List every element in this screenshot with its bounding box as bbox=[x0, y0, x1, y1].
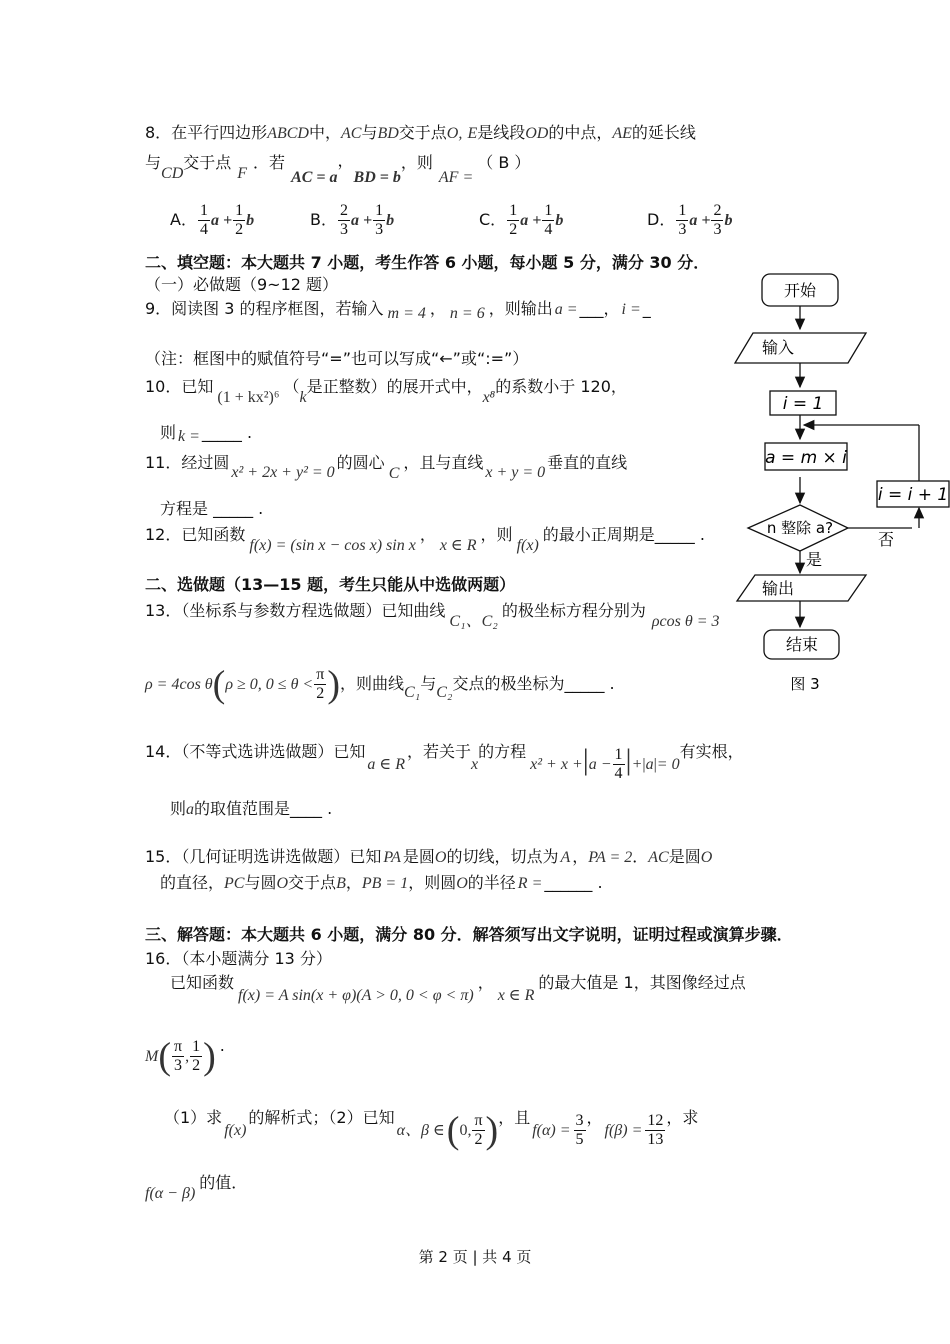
q11-line2: 方程是 _____ . bbox=[160, 499, 264, 518]
q8-option-b: B． $\frac{2}{3}$ a + $\frac{1}{3}$ b bbox=[310, 202, 395, 238]
flowchart-output-shape bbox=[737, 575, 866, 601]
q8-line1: 8．在平行四边形ABCD中，AC与BD交于点O, E是线段OD的中点，AE的延长线 bbox=[145, 123, 696, 142]
flowchart-input-label: 输入 bbox=[761, 338, 795, 357]
flowchart-decision-label: n 整除 a? bbox=[766, 519, 834, 537]
q13-line2: ρ = 4cos θ(ρ ≥ 0, 0 ≤ θ < $\frac{\pi}{2}$ )，则曲线C₁与C₂交点的极坐标为_____ . bbox=[145, 663, 615, 706]
flowchart-no-label: 否 bbox=[878, 530, 895, 549]
q9-note: （注：框图中的赋值符号“=”也可以写成“←”或“:=”） bbox=[145, 349, 529, 368]
flowchart-increment-label: i = i + 1 bbox=[877, 485, 949, 505]
flowchart-yes-label: 是 bbox=[806, 550, 823, 569]
q16-line1: 已知函数f(x) = A sin(x + φ)(A > 0, 0 < φ < π)，x ∈ R的最大值是 1，其图像经过点 bbox=[170, 973, 746, 1004]
flowchart-input-shape bbox=[735, 333, 866, 363]
flowchart-end-label: 结束 bbox=[785, 635, 819, 654]
flowchart-start-label: 开始 bbox=[783, 281, 817, 300]
section2b-title: 二、选做题（13—15 题，考生只能从中选做两题） bbox=[145, 575, 516, 594]
q15-line2: 的直径，PC与圆O交于点B，PB = 1，则圆O的半径 R = ______ . bbox=[160, 873, 603, 892]
q16-head: 16．（本小题满分 13 分） bbox=[145, 949, 332, 968]
flowchart-figure bbox=[720, 265, 950, 705]
q9-text: 9．阅读图 3 的程序框图，若输入 m = 4 ， n = 6 ，则输出 a = ___， i = _ bbox=[145, 299, 651, 322]
flowchart-output-label: 输出 bbox=[761, 579, 795, 598]
q14-line2: 则a的取值范围是____ . bbox=[170, 799, 333, 818]
page-footer: 第 2 页 | 共 4 页 bbox=[418, 1248, 532, 1266]
section2-required: （一）必做题（9~12 题） bbox=[145, 275, 339, 294]
q11-line1: 11．经过圆x² + 2x + y² = 0的圆心C，且与直线x + y = 0垂直的直线 bbox=[145, 453, 628, 482]
q16-line4: f(α − β)的值． bbox=[145, 1173, 248, 1202]
section2-title: 二、填空题：本大题共 7 小题，考生作答 6 小题，每小题 5 分，满分 30 分． bbox=[145, 253, 710, 272]
q13-line1: 13．（坐标系与参数方程选做题）已知曲线C₁、C₂的极坐标方程分别为ρcos θ = 3 bbox=[145, 601, 720, 630]
q15-line1: 15．（几何证明选讲选做题）已知 PA 是圆O的切线，切点为 A ，PA = 2．AC是圆O bbox=[145, 847, 713, 866]
flowchart-init-label: i = 1 bbox=[782, 394, 824, 414]
q10-line1: 10．已知(1 + kx²)⁶（k是正整数）的展开式中，x⁸的系数小于 120， bbox=[145, 377, 627, 406]
q12-text: 12．已知函数f(x) = (sin x − cos x) sin x，x ∈ R，则f(x)的最小正周期是_____ . bbox=[145, 525, 705, 554]
q8-option-a: A． $\frac{1}{4}$ a + $\frac{1}{2}$ b bbox=[170, 202, 255, 238]
section3-title: 三、解答题：本大题共 6 小题，满分 80 分．解答须写出文字说明，证明过程或演算步骤． bbox=[145, 925, 793, 944]
q16-line3: （1）求f(x)的解析式；（2）已知α、β ∈(0, $\frac{\pi}{2}$ )，且f(α) = $\frac{3}{5}$ ，f(β) = $\frac{12}{13}$ ，求 bbox=[164, 1108, 699, 1152]
flowchart-assign-label: a = m × i bbox=[765, 448, 847, 468]
flowchart-caption: 图 3 bbox=[790, 675, 820, 693]
q8-option-c: C． $\frac{1}{2}$ a + $\frac{1}{4}$ b bbox=[479, 202, 564, 238]
q14-line1: 14．（不等式选讲选做题）已知a ∈ R，若关于x的方程x² + x +|a − $\frac{1}{4}$ |+|a|= 0有实根， bbox=[145, 742, 744, 782]
q8-line2: 与CD交于点F．若AC = a，BD = b，则AF =（ B ） bbox=[145, 151, 531, 186]
q8-option-d: D． $\frac{1}{3}$ a + $\frac{2}{3}$ b bbox=[647, 202, 733, 238]
q16-point: M( $\frac{\pi}{3}$ , $\frac{1}{2}$ ) . bbox=[145, 1035, 225, 1078]
q10-line2: 则 k = _____ . bbox=[160, 423, 253, 445]
